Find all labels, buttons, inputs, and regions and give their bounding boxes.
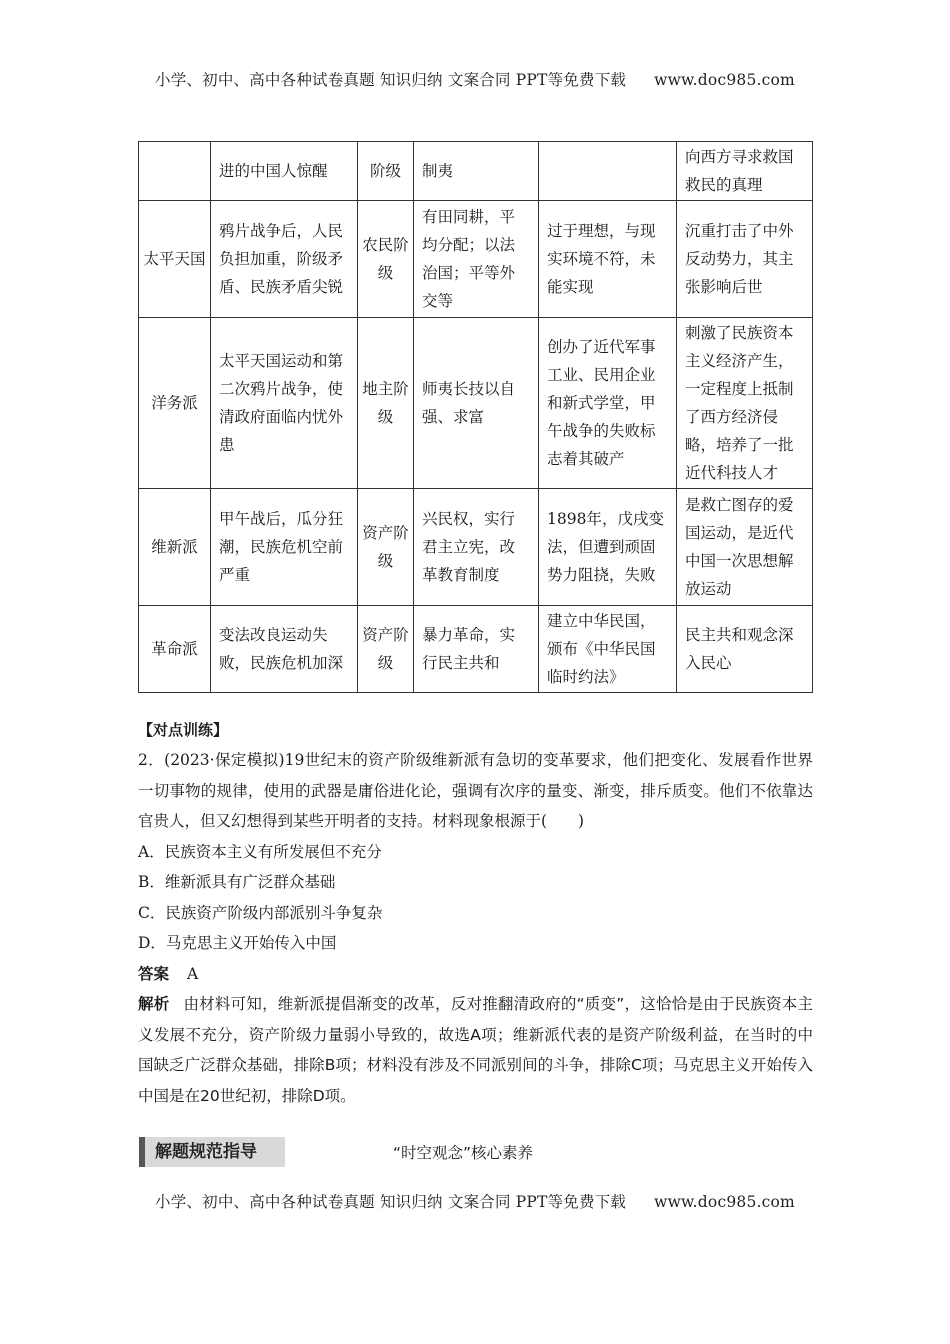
table-cell: 太平天国 (139, 201, 211, 318)
answer-label: 答案 (138, 964, 170, 983)
page-footer (0, 1190, 950, 1212)
table-cell: 阶级 (358, 142, 414, 201)
table-cell: 鸦片战争后，人民负担加重，阶级矛盾、民族矛盾尖锐 (211, 201, 358, 318)
history-table (138, 141, 813, 693)
option-a: A．民族资本主义有所发展但不充分 (138, 842, 382, 861)
history-table-body (139, 142, 813, 693)
table-row (139, 201, 813, 318)
table-cell (139, 142, 211, 201)
section-title: 【对点训练】 (138, 721, 229, 739)
table-cell: 刺激了民族资本主义经济产生，一定程度上抵制了西方经济侵略，培养了一批近代科技人才 (677, 318, 813, 489)
table-row (139, 318, 813, 489)
explanation (138, 989, 813, 1111)
answer-value: A (187, 964, 199, 983)
practice-section (138, 715, 813, 1111)
question-text: 2．(2023·保定模拟)19世纪末的资产阶级维新派有急切的变革要求，他们把变化、发展看作世界一切事物的规律，使用的武器是庸俗进化论，强调有次序的量变、渐变，排斥质变。他们不依靠达官贵人，但又幻想得到某些开明者的支持。材料现象根源于( ) (138, 751, 813, 830)
table-row (139, 606, 813, 693)
table-cell: 洋务派 (139, 318, 211, 489)
table-cell: 制夷 (414, 142, 539, 201)
table-cell: 进的中国人惊醒 (211, 142, 358, 201)
table-cell: 兴民权，实行君主立宪，改革教育制度 (414, 489, 539, 606)
explanation-label: 解析 (138, 995, 170, 1013)
table-cell: 过于理想，与现实环境不符，未能实现 (539, 201, 677, 318)
option-b: B．维新派具有广泛群众基础 (138, 873, 336, 891)
table-cell: 资产阶级 (358, 606, 414, 693)
table-row (139, 489, 813, 606)
page-header (0, 68, 950, 90)
guide-title-bar: 解题规范指导 (139, 1137, 285, 1167)
option-c: C．民族资产阶级内部派别斗争复杂 (138, 903, 383, 922)
table-cell: 太平天国运动和第二次鸦片战争，使清政府面临内忧外患 (211, 318, 358, 489)
table-cell: 维新派 (139, 489, 211, 606)
table-cell: 革命派 (139, 606, 211, 693)
footer-url[interactable]: www.doc985.com (654, 1193, 795, 1211)
table-row (139, 142, 813, 201)
table-cell: 暴力革命，实行民主共和 (414, 606, 539, 693)
header-text: 小学、初中、高中各种试卷真题 知识归纳 文案合同 PPT等免费下载 (155, 71, 627, 89)
table-cell: 变法改良运动失败，民族危机加深 (211, 606, 358, 693)
answer-line (138, 959, 813, 990)
table-cell: 资产阶级 (358, 489, 414, 606)
table-cell: 沉重打击了中外反动势力，其主张影响后世 (677, 201, 813, 318)
table-cell: 建立中华民国，颁布《中华民国临时约法》 (539, 606, 677, 693)
table-cell: 创办了近代军事工业、民用企业和新式学堂，甲午战争的失败标志着其破产 (539, 318, 677, 489)
table-cell: 农民阶级 (358, 201, 414, 318)
table-cell: 是救亡图存的爱国运动，是近代中国一次思想解放运动 (677, 489, 813, 606)
table-cell: 民主共和观念深入民心 (677, 606, 813, 693)
table-cell: 有田同耕，平均分配；以法治国；平等外交等 (414, 201, 539, 318)
guide-subtitle: “时空观念”核心素养 (393, 1144, 534, 1162)
table-cell: 地主阶级 (358, 318, 414, 489)
table-cell: 向西方寻求救国救民的真理 (677, 142, 813, 201)
option-d: D．马克思主义开始传入中国 (138, 934, 337, 952)
header-url[interactable]: www.doc985.com (654, 71, 795, 89)
table-cell (539, 142, 677, 201)
explanation-text: 由材料可知，维新派提倡渐变的改革，反对推翻清政府的“质变”，这恰恰是由于民族资本主义发展不充分，资产阶级力量弱小导致的，故选A项；维新派代表的是资产阶级利益，在当时的中国缺乏广泛群众基础，排除B项；材料没有涉及不同派别间的斗争，排除C项；马克思主义开始传入中国是在20世纪初，排除D项。 (138, 995, 813, 1105)
table-cell: 师夷长技以自强、求富 (414, 318, 539, 489)
footer-text: 小学、初中、高中各种试卷真题 知识归纳 文案合同 PPT等免费下载 (155, 1193, 627, 1211)
table-cell: 1898年，戊戌变法，但遭到顽固势力阻挠，失败 (539, 489, 677, 606)
table-cell: 甲午战后，瓜分狂潮，民族危机空前严重 (211, 489, 358, 606)
